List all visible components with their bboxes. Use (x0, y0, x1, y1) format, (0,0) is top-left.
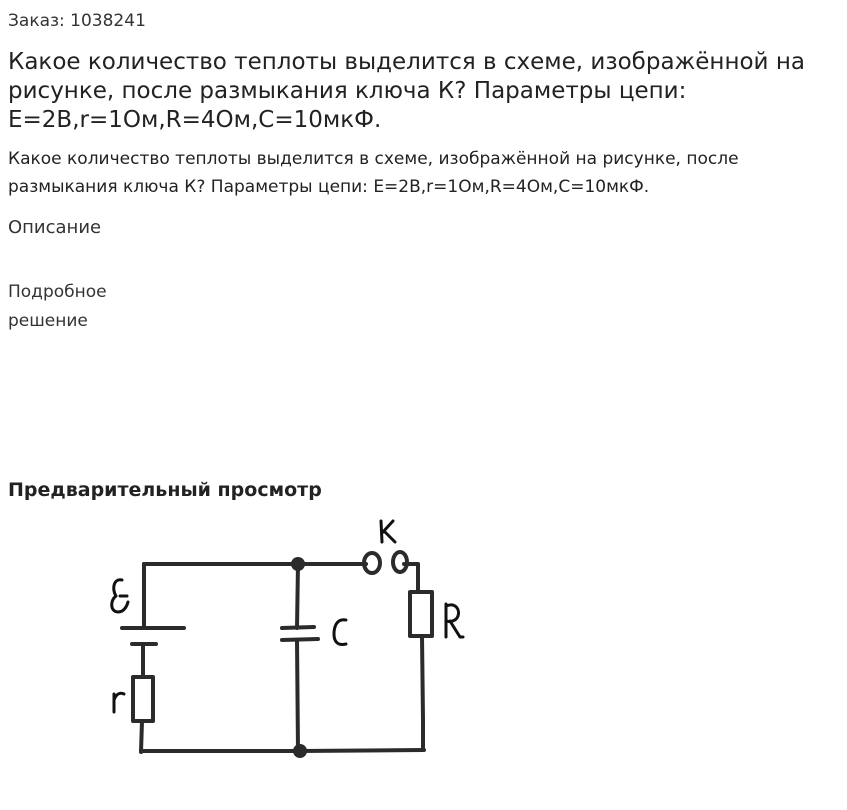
resistor-big-r (410, 592, 432, 636)
detailed-solution-link[interactable]: Подробное решение (8, 282, 107, 331)
label-k-mark (381, 521, 395, 542)
circuit-diagram (0, 505, 520, 795)
label-r-mark (114, 693, 124, 712)
resistor-r (133, 677, 153, 721)
label-c-mark (334, 620, 346, 645)
question-description: Какое количество теплоты выделится в схеме, изображённой на рисунке, после размыкания ключа К? Параметры цепи: E=2В,r=1Ом,R=4Ом,C=10мкФ. (8, 149, 739, 197)
capacitor-plate-bottom (282, 639, 318, 640)
wire-right-lower (422, 636, 423, 750)
order-number: Заказ: 1038241 (8, 11, 146, 31)
wire-bottom (141, 750, 424, 751)
question-title: Какое количество теплоты выделится в схеме, изображённой на рисунке, после размыкания ключа К? Параметры цепи: E=2В,r=1Ом,R=4Ом,C=10мкФ. (8, 49, 805, 133)
wire-left-lower (141, 721, 142, 752)
wire-cap-bottom (297, 640, 298, 751)
wire-cap-top (297, 564, 298, 628)
label-big-r-mark (446, 604, 463, 637)
preview-heading: Предварительный просмотр (8, 479, 322, 501)
capacitor-plate-top (282, 627, 314, 628)
label-e-mark (112, 580, 128, 612)
description-tab[interactable]: Описание (8, 217, 102, 238)
